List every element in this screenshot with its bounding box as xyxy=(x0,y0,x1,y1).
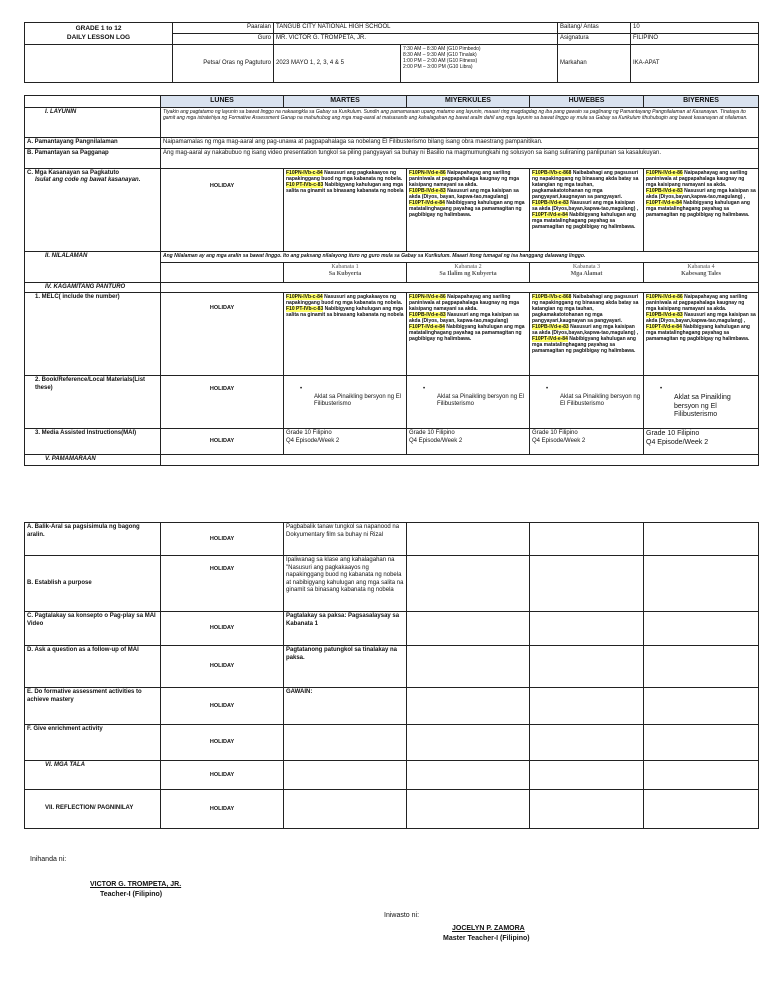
nilalaman-label: II. NILALAMAN xyxy=(25,251,161,282)
comp-code: F10PT-IVd-e-84 xyxy=(532,336,568,343)
value-petsa: 2023 MAYO 1, 2, 3, 4 & 5 xyxy=(274,45,401,83)
proc-martes: Ipaliwanag sa klase ang kahalagahan na "Nasusuri ang pagkakaayos ng napakinggang buod ng kabanata ng nobela at nabibigyang kahulugan ang mga salita na ginamit sa binasang kabanata ng nobela xyxy=(284,556,407,612)
comp-miyerkules xyxy=(407,168,530,251)
media-line: Q4 Episode/Week 2 xyxy=(286,437,340,444)
iniwasto-label: Iniwasto ni: xyxy=(384,912,420,919)
comp-code: F10PN-IVd-e-86 xyxy=(409,169,446,176)
label-paaralan: Paaralan xyxy=(173,23,274,34)
comp-text: Nasusuri ang mga kaisipan sa akda (Diyos,bayan,kapwa-tao,magulang) , xyxy=(532,324,639,337)
media-label: 3. Media Assisted Instructions(MAI) xyxy=(25,429,161,455)
comp-text: Nabibigyang kahulugan ang mga matatalinghagang payahag sa pamamagitan ng pagbibigay ng halimbawa. xyxy=(409,199,525,218)
pamantayan-pagganap-text: Ang mag-aaral ay nakabubuo ng isang video presentation tungkol sa piling pangyayari sa buhay ni Basilio na magmumungkahi ng solusyon sa isang suliraning panlipunan sa kasalukuyan. xyxy=(161,148,759,168)
comp-code: F10PN-IVb-c-84 xyxy=(286,169,323,176)
value-guro: MR. VICTOR G. TROMPETA, JR. xyxy=(274,34,558,45)
melc-label: 1. MELC( include the number) xyxy=(25,293,161,376)
schedule xyxy=(401,45,558,83)
kasanayan-label: C. Mga Kasanayan sa Pagkatuto xyxy=(27,169,120,176)
comp-code: F10PT-IVd-e-84 xyxy=(532,211,568,218)
holiday-lunes: HOLIDAY xyxy=(161,725,284,761)
melc-miyerkules xyxy=(407,293,530,376)
header-subtitle: DAILY LESSON LOG xyxy=(66,33,131,41)
label-guro: Guro xyxy=(173,34,274,45)
holiday-lunes: HOLIDAY xyxy=(161,168,284,251)
pamantayang-pangnilalaman-label: A. Pamantayang Pangnilalaman xyxy=(25,137,161,148)
comp-text: Nasusuri ang mga kaisipan sa akda (Diyos,bayan,kapwa-tao,magulang) , xyxy=(532,199,639,212)
comp-code: F10PN-IVd-e-86 xyxy=(409,294,446,301)
comp-code: F10PB-IVd-e-83 xyxy=(646,312,683,319)
comp-text: Nasusuri ang mga kaisipan sa akda (Diyos,bayan,kapwa-tao,magulang) , xyxy=(646,312,756,325)
schedule-line: 7:30 AM – 8:30 AM (G10 Pimbedo) xyxy=(403,46,481,52)
header-table xyxy=(24,22,759,83)
label-asignatura: Asignatura xyxy=(558,34,631,45)
media-line: Grade 10 Filipino xyxy=(286,430,332,437)
day-biyernes: BIYERNES xyxy=(644,96,759,108)
proc-label: C. Pagtalakay sa konsepto o Pag-play sa MAI Video xyxy=(25,612,161,646)
comp-text: Naipapahayag ang sariling paniniwala at pagpapahalaga kaugnay ng mga kaisipang namayani sa akda. xyxy=(409,294,520,313)
comp-huwebes xyxy=(530,168,644,251)
comp-text: Nabibigyang kahulugan ang mga matatalinghagang payahag sa pamamagitan ng pagbibigay ng halimbawa. xyxy=(646,324,750,343)
holiday-lunes: HOLIDAY xyxy=(161,688,284,725)
comp-text: Nabibigyang kahulugan ang mga salita na ginamit sa binasang kabanata ng nobela xyxy=(286,306,404,319)
layunin-text: Tiyakin ang pagtatamo ng layunin sa bawat linggo na nakaangkla sa Gabay sa Kurikulum. Sundin ang pamamaraan upang matamo ang layunin, maaari ring magdagdag ng iba pang gawain sa paglinang ng Pamantayang Pangnilalaman at Kasanayan. Tinataya ito gamit ang mga istratehiya ng Formative Assessment Ganap na mahuhubog ang mga mag-aaral at maisasanib ang kahalagahan ng bawat aralin dahil ang mga layunin sa bawat linggo ay mula sa Gabay sa Kurikulum ithuhubugin ang bawat kasanayan at nilalaman. xyxy=(161,107,759,137)
value-asignatura: FILIPINO xyxy=(631,34,759,45)
comp-text: Nasusuri ang mga kaisipan sa akda (Diyos,bayan,kapwa-tao,magulang) , xyxy=(646,187,756,200)
bullet-icon xyxy=(532,386,641,394)
comp-martes xyxy=(284,168,407,251)
comp-code: F10PT-IVd-e-84 xyxy=(646,199,682,206)
day-huwebes: HUWEBES xyxy=(530,96,644,108)
media-line: Grade 10 Filipino xyxy=(409,430,455,437)
inihanda-label: Inihanda ni: xyxy=(30,856,67,863)
media-line: Q4 Episode/Week 2 xyxy=(409,437,463,444)
comp-text: Naibabahagi ang pagsusuri ng napakinggang ng binasang akda batay sa katangian ng mga tauhan, pagkamakatotohanan ng mga pangyayari,kaugnayan sa pangyayari. xyxy=(532,294,639,325)
comp-code: F10PB-IVb-c-868 xyxy=(532,294,572,301)
nilalaman-lunes xyxy=(161,262,284,282)
comp-text: Nasusuri ang pagkakaayos ng napakinggang buod ng mga kabanata ng nobela. xyxy=(286,294,403,307)
melc-huwebes xyxy=(530,293,644,376)
iniwasto-name: JOCELYN P. ZAMORA xyxy=(452,925,525,932)
comp-biyernes xyxy=(644,168,759,251)
bullet-icon xyxy=(646,386,756,394)
label-baitang: Baitang/ Antas xyxy=(558,23,631,34)
schedule-line: 2:00 PM – 3:00 PM (G10 Libra) xyxy=(403,64,473,70)
book-item: Aklat sa Pinaikling bersyon ng El Filibusterismo xyxy=(314,393,402,408)
comp-code: F10PT-IVd-e-84 xyxy=(409,199,445,206)
media-line: Grade 10 Filipino xyxy=(532,430,578,437)
holiday-lunes: HOLIDAY xyxy=(161,612,284,646)
proc-label: E. Do formative assessment activities to achieve mastery xyxy=(25,688,161,725)
comp-text: Nasusuri ang pagkakaayos ng napakinggang buod ng mga kabanata ng nobela. xyxy=(286,169,403,182)
proc-label: D. Ask a question as a follow-up of MAI xyxy=(25,646,161,688)
layunin-label: I. LAYUNIN xyxy=(25,107,161,137)
nilalaman-text: Ang Nilalaman ay ang mga aralin sa bawat linggo. Ito ang paksang nilalayong ituro ng guro mula sa Gabay sa Kurikulum. Maaari itong tumagal ng isa hanggang dalawang linggo. xyxy=(161,251,759,262)
holiday-lunes: HOLIDAY xyxy=(161,523,284,556)
bullet-icon xyxy=(286,386,404,394)
pamantayang-pangnilalaman-text: Naipamamalas ng mga mag-aaral ang pag-unawa at pagpapahalaga sa nobelang El Filibusterismo bilang isang obra maestrang pampanitikan. xyxy=(161,137,759,148)
comp-code: F10PT-IVd-e-84 xyxy=(646,324,682,331)
media-line: Q4 Episode/Week 2 xyxy=(532,437,586,444)
kabanata-num: Kabanata 2 xyxy=(454,263,482,270)
comp-text: Naibabahagi ang pagsusuri ng napakinggang ng binasang akda batay sa katangian ng mga tauhan, pagkamakatotohanan ng mga pangyayari,kaugnayan sa pangyayari. xyxy=(532,169,639,200)
kabanata-num: Kabanata 1 xyxy=(331,263,359,270)
bullet-icon xyxy=(409,386,527,394)
value-baitang: 10 xyxy=(631,23,759,34)
holiday-lunes: HOLIDAY xyxy=(161,761,284,790)
holiday-lunes: HOLIDAY xyxy=(161,556,284,612)
comp-code: F10PB-IVd-e-83 xyxy=(532,324,569,331)
comp-text: Nabibigyang kahulugan ang mga salita na ginamit sa binasang kabanata ng nobela xyxy=(286,181,404,194)
comp-code: F10PN-IVd-e-86 xyxy=(646,169,683,176)
value-markahan: IKA-APAT xyxy=(631,45,759,83)
proc-martes: GAWAIN: xyxy=(284,688,407,725)
media-line: Q4 Episode/Week 2 xyxy=(646,439,709,446)
comp-code: F10PB-IVd-e-83 xyxy=(409,187,446,194)
comp-text: Nabibigyang kahulugan ang mga matatalinghagang payahag sa pamamagitan ng pagbibigay ng halimbawa. xyxy=(646,199,750,218)
kagamitan-label: IV. KAGAMITANG PANTURO xyxy=(25,282,161,293)
kabanata-title: Kabesang Tales xyxy=(681,271,721,278)
kabanata-title: Mga Alamat xyxy=(570,271,603,278)
schedule-line: 8:30 AM – 9:30 AM (G10 Tinalak) xyxy=(403,52,477,58)
proc-label: VI. MGA TALA xyxy=(25,761,161,790)
comp-text: Naipapahayag ang sariling paniniwala at pagpapahalaga kaugnay ng mga kaisipang namayani sa akda. xyxy=(646,169,748,188)
iniwasto-role: Master Teacher-I (Filipino) xyxy=(443,935,530,942)
comp-text: Naipapahayag ang sariling paniniwala at pagpapahalaga kaugnay ng mga kaisipang namayani sa akda. xyxy=(646,294,748,313)
comp-code: F10 PT-IVb-c-83 xyxy=(286,181,324,188)
comp-text: Nasusuri ang mga kaisipan sa akda (Diyos, bayan, kapwa-tao,magulang) xyxy=(409,187,519,200)
holiday-lunes: HOLIDAY xyxy=(161,790,284,829)
proc-label: A. Balik-Aral sa pagsisimula ng bagong aralin. xyxy=(25,523,161,556)
day-miyerkules: MIYERKULES xyxy=(407,96,530,108)
proc-label: F. Give enrichment activity xyxy=(25,725,161,761)
kabanata-title: Sa Ilalim ng Kubyerta xyxy=(439,271,497,278)
kabanata-num: Kabanata 4 xyxy=(687,263,715,270)
book-item: Aklat sa Pinaikling bersyon ng El Filibusterismo xyxy=(437,393,525,408)
label-markahan: Markahan xyxy=(558,45,631,83)
holiday-lunes: HOLIDAY xyxy=(161,293,284,376)
proc-martes: Pagbabalik tanaw tungkol sa napanood na Dokyumentary film sa buhay ni Rizal xyxy=(284,523,407,556)
comp-text: Naipapahayag ang sariling paniniwala at pagpapahalaga kaugnay ng mga kaisipang namayani sa akda. xyxy=(409,169,520,188)
book-item: Aklat sa Pinaikling bersyon ng El Filibusterismo xyxy=(674,393,731,419)
schedule-line: 1:00 PM – 2:00 AM (G10 Fitness) xyxy=(403,58,478,64)
comp-code: F10PB-IVd-e-83 xyxy=(532,199,569,206)
book-item: Aklat sa Pinaikling bersyon ng El Filibusterismo xyxy=(560,393,641,408)
comp-code: F10PB-IVd-e-83 xyxy=(646,187,683,194)
header-title: GRADE 1 to 12 xyxy=(75,25,122,33)
proc-martes: Pagtatanong patungkol sa tinalakay na paksa. xyxy=(284,646,407,688)
comp-text: Nabibigyang kahulugan ang mga matatalinghagang payahag sa pamamagitan ng pagbibigay ng halimbawa. xyxy=(532,336,636,355)
comp-code: F10PN-IVb-c-84 xyxy=(286,294,323,301)
comp-code: F10PB-IVd-e-83 xyxy=(409,312,446,319)
kabanata-num: Kabanata 3 xyxy=(572,263,601,270)
comp-code: F10PB-IVb-c-868 xyxy=(532,169,572,176)
comp-code: F10PT-IVd-e-84 xyxy=(409,324,445,331)
value-paaralan: TANGUB CITY NATIONAL HIGH SCHOOL xyxy=(274,23,558,34)
comp-code: F10 PT-IVb-c-83 xyxy=(286,306,324,313)
melc-martes xyxy=(284,293,407,376)
kasanayan-sub: Isulat ang code ng bawat kasanayan. xyxy=(35,177,141,184)
day-lunes: LUNES xyxy=(161,96,284,108)
holiday-lunes: HOLIDAY xyxy=(161,429,284,455)
inihanda-role: Teacher-I (Filipino) xyxy=(100,891,163,898)
kabanata-title: Sa Kubyerta xyxy=(328,271,362,278)
melc-biyernes xyxy=(644,293,759,376)
procedures-table xyxy=(24,522,759,829)
day-martes: MARTES xyxy=(284,96,407,108)
proc-label: VII. REFLECTION/ PAGNINILAY xyxy=(25,790,161,829)
comp-text: Nasusuri ang mga kaisipan sa akda (Diyos, bayan, kapwa-tao,magulang) xyxy=(409,312,519,325)
corner-cell xyxy=(25,96,161,108)
label-petsa: Petsa/ Oras ng Pagtuturo xyxy=(173,45,274,83)
media-line: Grade 10 Filipino xyxy=(646,430,700,438)
holiday-lunes: HOLIDAY xyxy=(161,376,284,429)
proc-martes: Pagtalakay sa paksa: Pagsasalaysay sa Kabanata 1 xyxy=(284,612,407,646)
comp-text: Nabibigyang kahulugan ang mga matatalinghagang payahag sa pamamagitan ng pagbibigay ng halimbawa. xyxy=(409,324,525,343)
book-label: 2. Book/Reference/Local Materials(List these) xyxy=(25,376,161,429)
proc-label: B. Establish a purpose xyxy=(25,556,161,612)
lesson-table xyxy=(24,95,759,466)
pamantayan-pagganap-label: B. Pamantayan sa Pagganap xyxy=(25,148,161,168)
inihanda-name: VICTOR G. TROMPETA, JR. xyxy=(90,881,182,888)
comp-text: Nabibigyang kahulugan ang mga matatalinghagang payahag sa pamamagitan ng pagbibigay ng halimbawa. xyxy=(532,211,636,230)
comp-code: F10PN-IVd-e-86 xyxy=(646,294,683,301)
pamamaraan-label: V. PAMAMARAAN xyxy=(25,455,161,466)
holiday-lunes: HOLIDAY xyxy=(161,646,284,688)
